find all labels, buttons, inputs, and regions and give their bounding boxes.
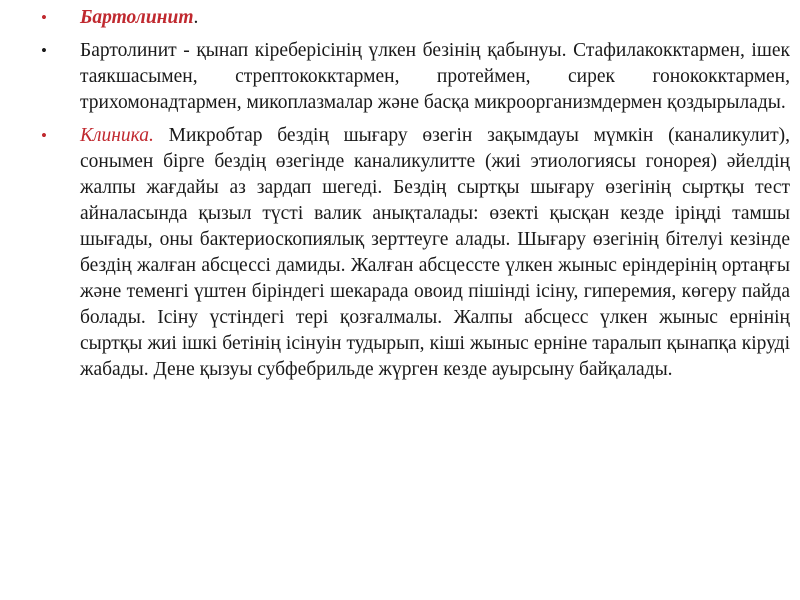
bullet-item-clinic <box>38 123 790 383</box>
bullet-dot-icon: • <box>41 41 47 60</box>
clinic-heading: Клиника <box>80 125 150 146</box>
bullet-item-definition <box>38 38 790 116</box>
section-title-suffix: . <box>193 7 199 28</box>
definition-text: Бартолинит - қынап кіреберісінің үлкен безінің қабынуы. Стафилакокктармен, ішек таякшасымен, стрептококктармен, протеймен, сирек гонококктармен, трихомонадтармен, микоплазмалар және басқа микроорганизмдермен қоздырылады. <box>80 40 790 113</box>
bullet-dot-icon: • <box>41 126 47 145</box>
bullet-item-title <box>38 5 790 31</box>
clinic-heading-suffix: . <box>149 125 154 146</box>
section-title: Бартолинит <box>80 7 194 28</box>
bullet-dot-icon: • <box>41 8 47 27</box>
bullet-list <box>38 5 790 383</box>
clinic-text: Микробтар бездің шығару өзегін зақымдауы мүмкін (каналикулит), сонымен бірге бездің өзегінде каналикулитте (жиі этиологиясы гонорея) әйелдің жалпы жағдайы аз зардап шегеді. Бездің сыртқы шығару өзегінің сыртқы тест айналасында қызыл түсті валик анықталады: өзекті қысқан кезде іріңді тамшы шығады, оны бактериоскопиялық зерттеуге алады. Шығару өзегінің бітелуі кезінде бездің жалған абсцессі дамиды. Жалған абсцессте үлкен жыныс еріндерінің ортаңғы және теменгі үштен біріндегі шекарада овоид пішінді ісіну, гиперемия, көгеру пайда болады. Ісіну үстіндегі тері қозғалмалы. Жалпы абсцесс үлкен жыныс ернінің сыртқы жиі ішкі бетінің ісінуін тудырып, кіші жыныс ерніне таралып қынапқа кіруді жабады. Дене қызуы субфебрильде жүрген кезде ауырсыну байқалады. <box>80 125 790 380</box>
